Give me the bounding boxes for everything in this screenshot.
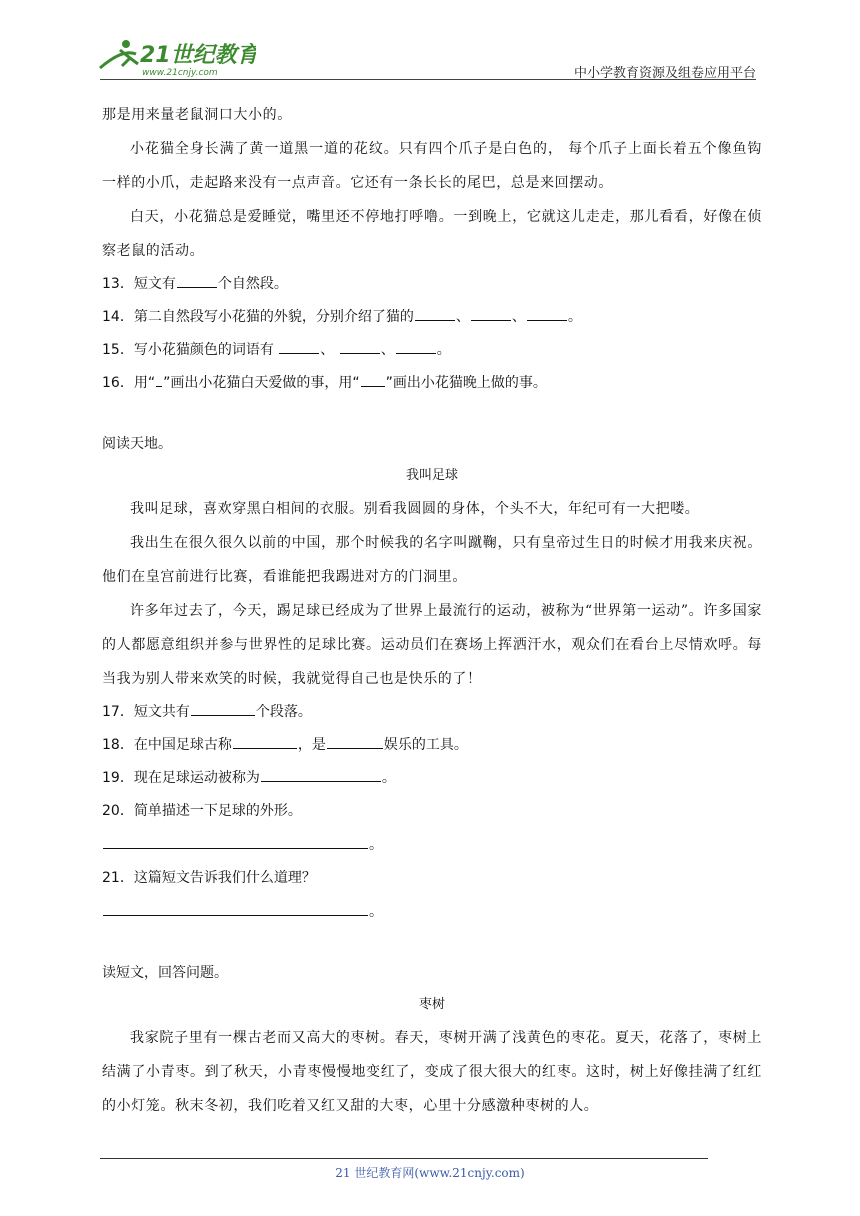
section-heading: 读短文，回答问题。 xyxy=(102,965,228,981)
answer-line: 。 xyxy=(102,828,762,862)
question-21: 21．这篇短文告诉我们什么道理？ xyxy=(102,870,316,886)
answer-blank[interactable] xyxy=(261,780,381,782)
answer-blank[interactable] xyxy=(527,319,567,321)
question-20: 20．简单描述一下足球的外形。 xyxy=(102,803,302,819)
answer-blank[interactable] xyxy=(471,319,511,321)
passage-title: 枣树 xyxy=(418,997,445,1012)
answer-blank[interactable] xyxy=(103,847,368,849)
answer-blank[interactable] xyxy=(340,352,380,354)
document-body xyxy=(102,98,762,1123)
footer-site-link[interactable]: 21 世纪教育网(www.21cnjy.com) xyxy=(335,1166,525,1180)
question-17: 17．短文共有 个段落。 xyxy=(102,704,312,720)
answer-blank[interactable] xyxy=(103,914,368,916)
logo-text: 21世纪教育 xyxy=(140,43,256,68)
question-18: 18．在中国足球古称 ，是 娱乐的工具。 xyxy=(102,737,468,753)
question-14: 14．第二自然段写小花猫的外貌，分别介绍了猫的 、 、 。 xyxy=(102,309,582,325)
footer-divider xyxy=(100,1158,708,1159)
question-13: 13．短文有 个自然段。 xyxy=(102,276,288,292)
answer-line: 。 xyxy=(102,895,762,929)
answer-blank[interactable] xyxy=(191,714,255,716)
header-platform-name: 中小学教育资源及组卷应用平台 xyxy=(573,66,756,81)
answer-blank[interactable] xyxy=(415,319,455,321)
site-logo xyxy=(96,34,256,80)
answer-blank[interactable] xyxy=(279,352,319,354)
logo-url: www.21cnjy.com xyxy=(142,68,218,78)
passage-paragraph: 小花猫全身长满了黄一道黑一道的花纹。只有四个爪子是白色的， 每个爪子上面长着五个像鱼钩一样的小爪，走起路来没有一点声音。它还有一条长长的尾巴，总是来回摆动。 xyxy=(102,141,762,191)
passage-paragraph: 那是用来量老鼠洞口大小的。 xyxy=(102,107,292,123)
passage-paragraph: 我家院子里有一棵古老而又高大的枣树。春天，枣树开满了浅黄色的枣花。夏天，花落了，枣树上结满了小青枣。到了秋天，小青枣慢慢地变红了，变成了很大很大的红枣。这时，树上好像挂满了红红的小灯笼。秋末冬初，我们吃着又红又甜的大枣，心里十分感激种枣树的人。 xyxy=(102,1030,762,1114)
section-heading: 阅读天地。 xyxy=(102,436,172,452)
passage-paragraph: 许多年过去了，今天，踢足球已经成为了世界上最流行的运动，被称为“世界第一运动”。许多国家的人都愿意组织并参与世界性的足球比赛。运动员们在赛场上挥洒汗水，观众们在看台上尽情欢呼。每当我为别人带来欢笑的时候，我就觉得自己也是快乐的了！ xyxy=(102,603,762,687)
answer-blank[interactable] xyxy=(177,286,217,288)
underline-sample xyxy=(156,385,162,387)
question-16: 16．用“ ”画出小花猫白天爱做的事，用“ ”画出小花猫晚上做的事。 xyxy=(102,375,547,391)
passage-paragraph: 白天，小花猫总是爱睡觉，嘴里还不停地打呼噜。一到晚上，它就这儿走走，那儿看看，好像在侦察老鼠的活动。 xyxy=(102,209,762,259)
question-15: 15．写小花猫颜色的词语有 、 、 。 xyxy=(102,342,451,358)
answer-blank[interactable] xyxy=(396,352,436,354)
answer-blank[interactable] xyxy=(233,747,297,749)
answer-blank[interactable] xyxy=(327,747,383,749)
passage-title: 我叫足球 xyxy=(405,468,458,483)
passage-paragraph: 我叫足球，喜欢穿黑白相间的衣服。别看我圆圆的身体，个头不大，年纪可有一大把喽。 xyxy=(130,501,700,517)
underline-sample xyxy=(361,385,385,387)
passage-paragraph: 我出生在很久很久以前的中国，那个时候我的名字叫蹴鞠，只有皇帝过生日的时候才用我来庆祝。他们在皇宫前进行比赛，看谁能把我踢进对方的门洞里。 xyxy=(102,535,762,585)
question-19: 19．现在足球运动被称为 。 xyxy=(102,770,396,786)
header-divider xyxy=(100,79,756,80)
